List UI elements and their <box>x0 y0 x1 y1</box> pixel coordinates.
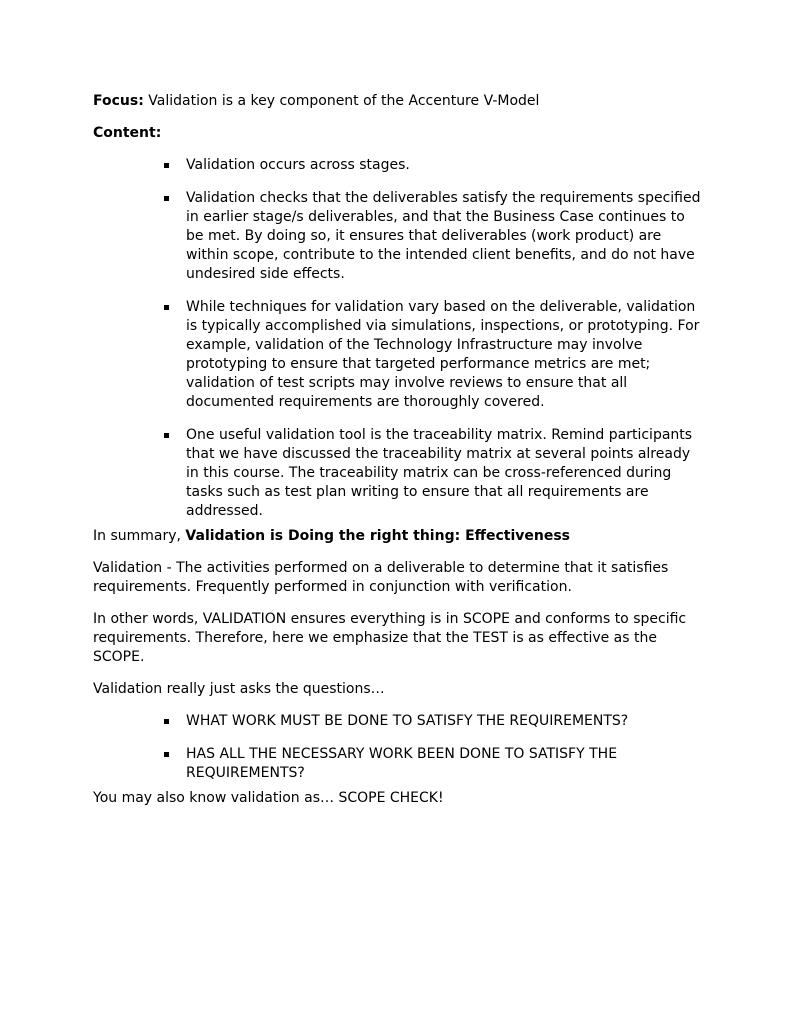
summary-prefix: In summary, <box>93 528 186 544</box>
summary-bold: Validation is Doing the right thing: Effectiveness <box>185 528 571 544</box>
bullet-text: While techniques for validation vary based on the deliverable, validation is typically accomplished via simulations, inspections, or prototyping. For example, validation of the Technology Infrastructure may involve prototyping to ensure that targeted performance metrics are met; validation of test scripts may involve reviews to ensure that all documented requirements are thoroughly covered. <box>186 299 700 410</box>
document-page <box>93 92 705 821</box>
list-item <box>93 298 705 412</box>
content-bullet-list <box>93 156 705 521</box>
questions-bullet-list <box>93 712 705 783</box>
bullet-square-icon <box>164 305 169 310</box>
list-item <box>93 426 705 521</box>
bullet-square-icon <box>164 752 169 757</box>
list-item <box>93 189 705 284</box>
other-words-paragraph: In other words, VALIDATION ensures everything is in SCOPE and conforms to specific requirements. Therefore, here we emphasize that the TEST is as effective as the SCOPE. <box>93 611 687 665</box>
content-heading <box>93 124 705 143</box>
closing-line: You may also know validation as… SCOPE CHECK! <box>93 790 444 806</box>
bullet-text: Validation checks that the deliverables satisfy the requirements specified in earlier stage/s deliverables, and that the Business Case continues to be met. By doing so, it ensures that deliverables (work product) are within scope, contribute to the intended client benefits, and do not have undesired side effects. <box>186 190 701 282</box>
question-text: WHAT WORK MUST BE DONE TO SATISFY THE REQUIREMENTS? <box>186 713 629 729</box>
focus-label: Focus: <box>93 93 144 109</box>
list-item <box>93 156 705 175</box>
focus-line <box>93 92 705 111</box>
focus-text: Validation is a key component of the Accenture V-Model <box>143 93 540 109</box>
content-label: Content: <box>93 125 162 141</box>
definition-paragraph: Validation - The activities performed on a deliverable to determine that it satisfies requirements. Frequently performed in conjunction with verification. <box>93 560 669 595</box>
bullet-text: Validation occurs across stages. <box>186 157 410 173</box>
bullet-square-icon <box>164 163 169 168</box>
list-item <box>93 745 705 783</box>
bullet-square-icon <box>164 433 169 438</box>
bullet-square-icon <box>164 719 169 724</box>
summary-line <box>93 527 705 546</box>
questions-intro: Validation really just asks the questions… <box>93 681 385 697</box>
bullet-square-icon <box>164 196 169 201</box>
bullet-text: One useful validation tool is the traceability matrix. Remind participants that we have discussed the traceability matrix at several points already in this course. The traceability matrix can be cross-referenced during tasks such as test plan writing to ensure that all requirements are addressed. <box>186 427 693 519</box>
list-item <box>93 712 705 731</box>
question-text: HAS ALL THE NECESSARY WORK BEEN DONE TO SATISFY THE REQUIREMENTS? <box>186 746 618 781</box>
